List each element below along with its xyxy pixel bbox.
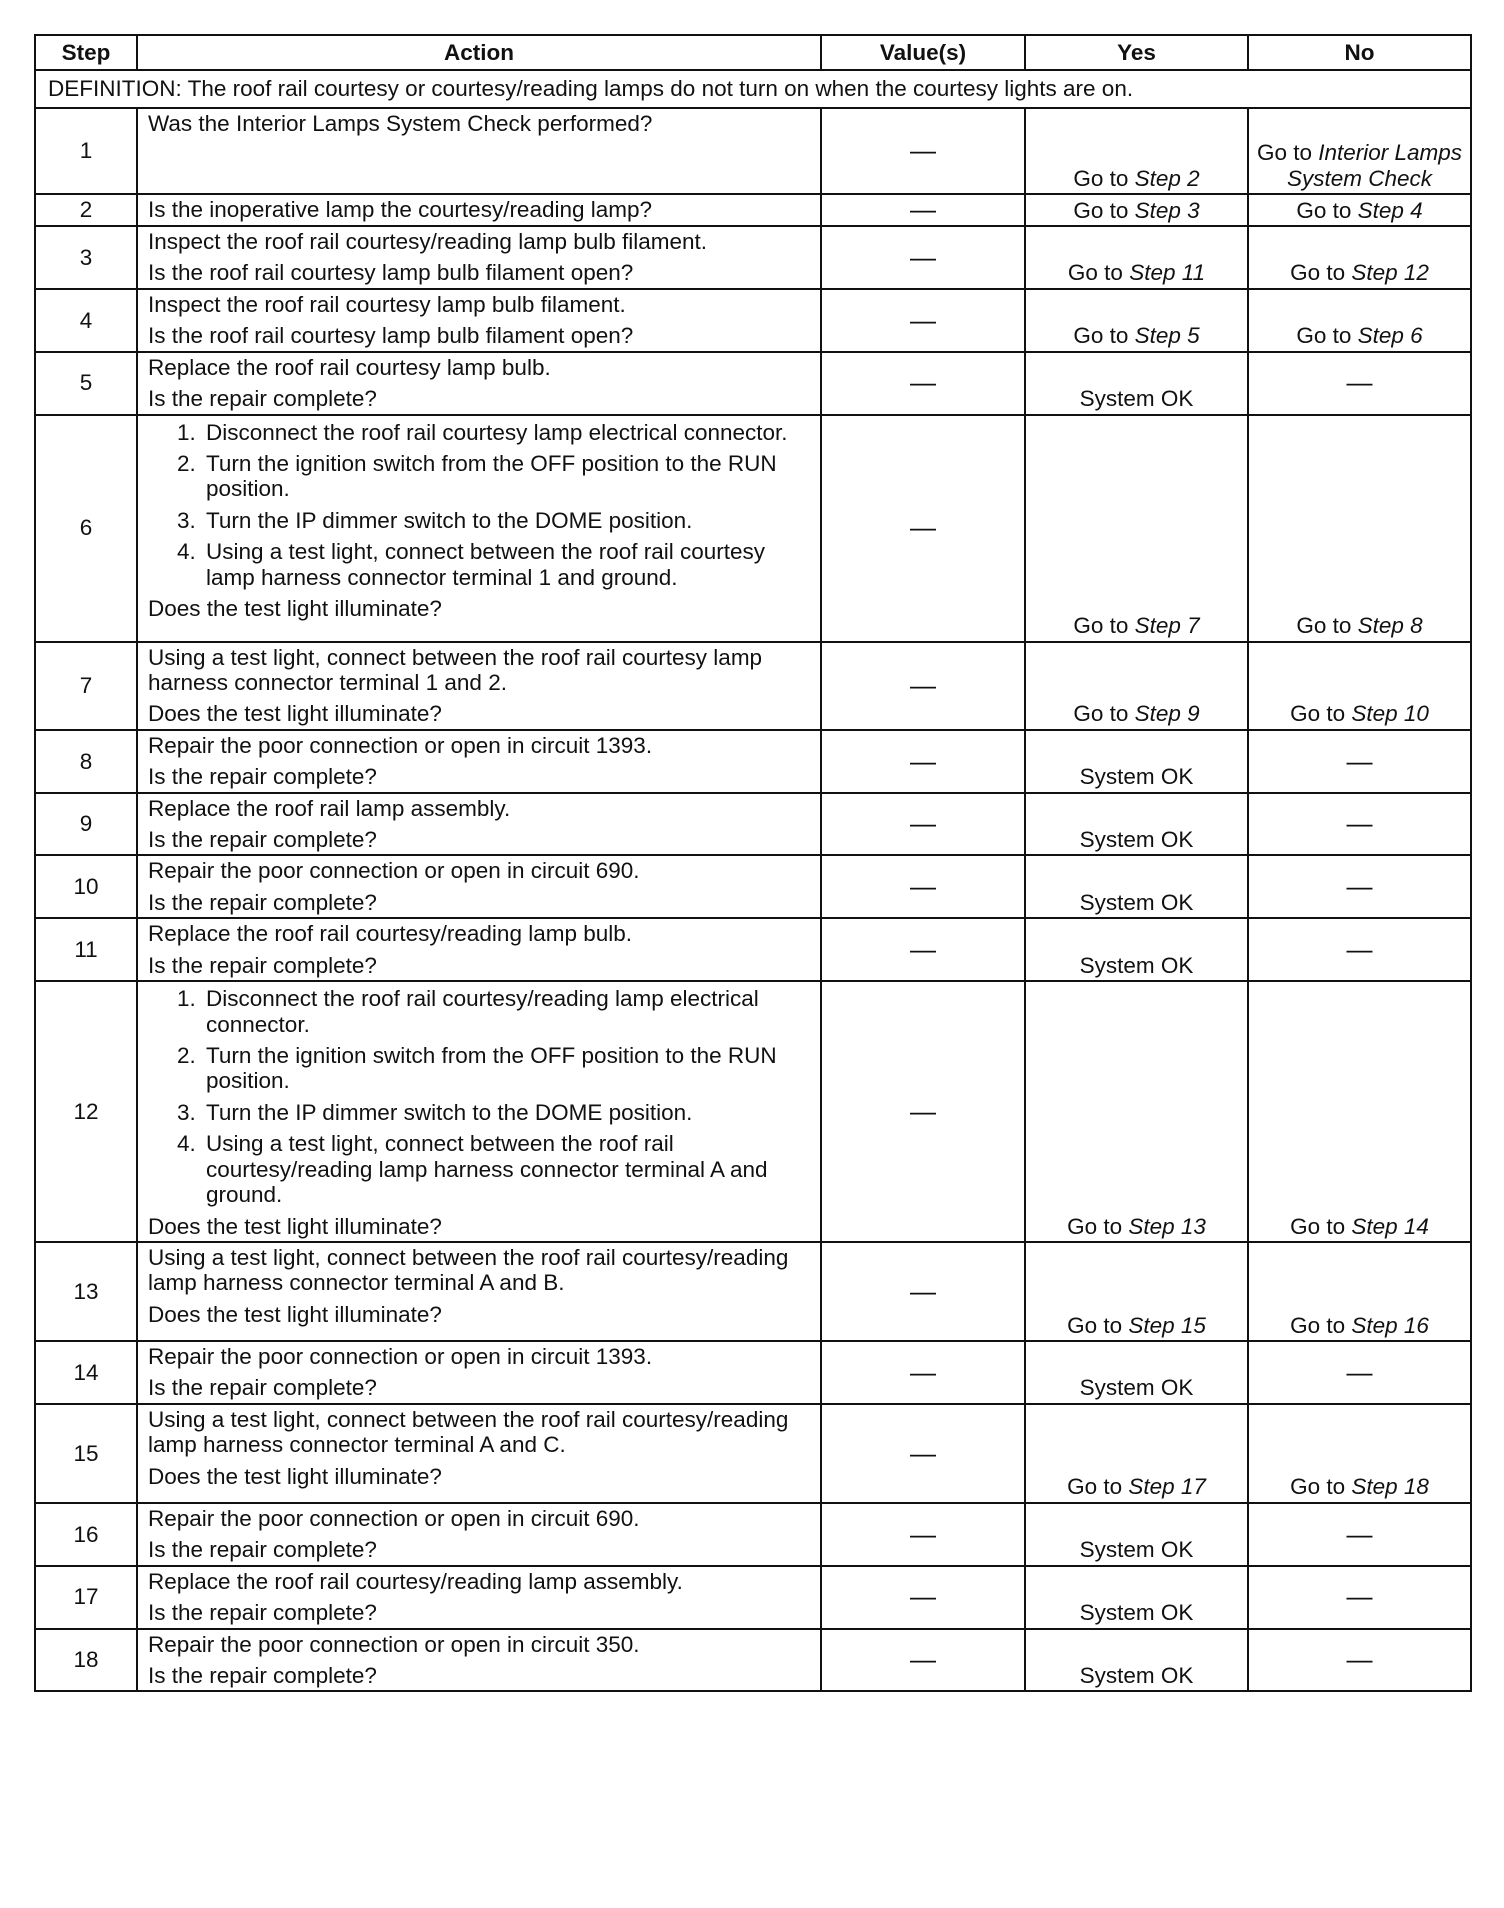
action-instruction: Using a test light, connect between the roof rail courtesy lamp harness connector terminal 1 and 2. bbox=[148, 644, 763, 695]
action-question: Is the repair complete? bbox=[148, 386, 377, 412]
value-cell: — bbox=[821, 108, 1025, 194]
action-question: Is the repair complete? bbox=[148, 1662, 377, 1688]
action-instruction: Using a test light, connect between the roof rail courtesy/reading lamp harness connector terminal A and C. bbox=[148, 1406, 789, 1458]
table-row bbox=[35, 289, 1471, 352]
action-steps-list bbox=[148, 986, 814, 1207]
yes-cell bbox=[1025, 918, 1248, 981]
value-cell: — bbox=[821, 352, 1025, 415]
value-cell: — bbox=[821, 642, 1025, 730]
outcome-prefix: Go to bbox=[1290, 1312, 1352, 1338]
action-question: Is the repair complete? bbox=[148, 952, 377, 978]
no-cell bbox=[1248, 1629, 1471, 1692]
value-cell: — bbox=[821, 1566, 1025, 1629]
action-question: Does the test light illuminate? bbox=[148, 1213, 442, 1239]
action-instruction: Using a test light, connect between the roof rail courtesy/reading lamp harness connector terminal A and B. bbox=[148, 1244, 789, 1296]
action-instruction: Replace the roof rail courtesy lamp bulb. bbox=[148, 354, 551, 380]
header-no: No bbox=[1248, 35, 1471, 70]
outcome-step-ref: Step 6 bbox=[1357, 323, 1423, 349]
yes-cell bbox=[1025, 855, 1248, 918]
outcome-step-ref: Step 11 bbox=[1129, 260, 1206, 286]
outcome-text: — bbox=[1346, 808, 1373, 839]
table-row bbox=[35, 918, 1471, 981]
yes-cell bbox=[1025, 415, 1248, 642]
action-instruction: Replace the roof rail lamp assembly. bbox=[148, 795, 511, 821]
yes-cell bbox=[1025, 1404, 1248, 1503]
outcome-step-ref: Interior Lamps System Check bbox=[1286, 140, 1463, 191]
action-cell bbox=[137, 855, 821, 918]
action-steps-list bbox=[148, 420, 814, 591]
step-number: 12 bbox=[35, 981, 137, 1242]
no-cell bbox=[1248, 415, 1471, 642]
outcome-prefix: Go to bbox=[1256, 140, 1319, 166]
action-cell bbox=[137, 1629, 821, 1692]
step-number: 16 bbox=[35, 1503, 137, 1566]
outcome-text: — bbox=[1346, 1356, 1373, 1387]
action-step-item: 1. Disconnect the roof rail courtesy lamp electrical connector. bbox=[202, 420, 814, 445]
outcome-prefix: Go to bbox=[1073, 165, 1135, 191]
yes-cell bbox=[1025, 642, 1248, 730]
action-instruction: Repair the poor connection or open in circuit 1393. bbox=[148, 732, 653, 758]
yes-cell bbox=[1025, 1629, 1248, 1692]
definition-row bbox=[35, 70, 1471, 108]
no-cell bbox=[1248, 194, 1471, 226]
step-number: 5 bbox=[35, 352, 137, 415]
outcome-step-ref: Step 2 bbox=[1134, 165, 1200, 191]
yes-cell bbox=[1025, 1566, 1248, 1629]
action-question: Is the repair complete? bbox=[148, 827, 377, 853]
outcome-prefix: Go to bbox=[1073, 701, 1135, 727]
step-number: 7 bbox=[35, 642, 137, 730]
table-row bbox=[35, 1341, 1471, 1404]
outcome-step-ref: Step 16 bbox=[1351, 1312, 1429, 1338]
yes-cell bbox=[1025, 793, 1248, 856]
step-number: 3 bbox=[35, 226, 137, 289]
outcome-step-ref: Step 14 bbox=[1351, 1213, 1429, 1239]
no-cell bbox=[1248, 352, 1471, 415]
step-number: 14 bbox=[35, 1341, 137, 1404]
action-question: Is the roof rail courtesy lamp bulb filament open? bbox=[148, 260, 634, 286]
value-cell: — bbox=[821, 194, 1025, 226]
header-values: Value(s) bbox=[821, 35, 1025, 70]
action-instruction: Inspect the roof rail courtesy/reading lamp bulb filament. bbox=[148, 229, 708, 254]
table-row bbox=[35, 730, 1471, 793]
table-row bbox=[35, 855, 1471, 918]
action-cell bbox=[137, 730, 821, 793]
outcome-prefix: Go to bbox=[1067, 1213, 1129, 1239]
yes-cell bbox=[1025, 1242, 1248, 1341]
yes-cell bbox=[1025, 1503, 1248, 1566]
outcome-prefix: Go to bbox=[1067, 260, 1130, 286]
header-action: Action bbox=[137, 35, 821, 70]
action-cell bbox=[137, 108, 821, 194]
no-cell bbox=[1248, 918, 1471, 981]
header-step: Step bbox=[35, 35, 137, 70]
action-cell bbox=[137, 918, 821, 981]
yes-cell bbox=[1025, 194, 1248, 226]
action-question: Does the test light illuminate? bbox=[148, 596, 442, 622]
yes-cell bbox=[1025, 730, 1248, 793]
step-number: 8 bbox=[35, 730, 137, 793]
action-cell bbox=[137, 289, 821, 352]
value-cell: — bbox=[821, 918, 1025, 981]
outcome-prefix: Go to bbox=[1073, 613, 1135, 639]
outcome-text: — bbox=[1346, 1644, 1373, 1675]
step-number: 13 bbox=[35, 1242, 137, 1341]
table-row bbox=[35, 1503, 1471, 1566]
action-question: Does the test light illuminate? bbox=[148, 1301, 442, 1327]
step-number: 17 bbox=[35, 1566, 137, 1629]
outcome-step-ref: Step 8 bbox=[1357, 613, 1423, 639]
action-instruction: Inspect the roof rail courtesy lamp bulb filament. bbox=[148, 291, 626, 317]
outcome-text: System OK bbox=[1079, 827, 1194, 853]
no-cell bbox=[1248, 1566, 1471, 1629]
value-cell: — bbox=[821, 226, 1025, 289]
action-cell bbox=[137, 415, 821, 642]
outcome-step-ref: Step 17 bbox=[1128, 1474, 1206, 1500]
action-step-item: 4. Using a test light, connect between the roof rail courtesy/reading lamp harness connector terminal A and ground. bbox=[202, 1131, 814, 1207]
table-row bbox=[35, 352, 1471, 415]
table-row bbox=[35, 108, 1471, 194]
action-question: Is the roof rail courtesy lamp bulb filament open? bbox=[148, 323, 634, 349]
action-step-item: 3. Turn the IP dimmer switch to the DOME position. bbox=[202, 508, 814, 533]
outcome-text: — bbox=[1346, 871, 1373, 902]
outcome-prefix: Go to bbox=[1290, 260, 1352, 286]
outcome-step-ref: Step 3 bbox=[1134, 197, 1200, 223]
table-row bbox=[35, 194, 1471, 226]
table-row bbox=[35, 793, 1471, 856]
value-cell: — bbox=[821, 855, 1025, 918]
outcome-step-ref: Step 18 bbox=[1351, 1474, 1429, 1500]
value-cell: — bbox=[821, 1503, 1025, 1566]
outcome-text: System OK bbox=[1079, 764, 1194, 790]
header-row bbox=[35, 35, 1471, 70]
action-instruction: Repair the poor connection or open in circuit 690. bbox=[148, 1505, 640, 1531]
no-cell bbox=[1248, 793, 1471, 856]
outcome-prefix: Go to bbox=[1296, 613, 1358, 639]
action-question: Does the test light illuminate? bbox=[148, 701, 442, 727]
action-question: Is the repair complete? bbox=[148, 889, 377, 915]
outcome-prefix: Go to bbox=[1296, 323, 1358, 349]
step-number: 2 bbox=[35, 194, 137, 226]
no-cell bbox=[1248, 855, 1471, 918]
action-instruction: Repair the poor connection or open in circuit 690. bbox=[148, 858, 640, 884]
no-cell bbox=[1248, 1341, 1471, 1404]
outcome-prefix: Go to bbox=[1296, 197, 1358, 223]
outcome-text: System OK bbox=[1079, 889, 1194, 915]
value-cell: — bbox=[821, 981, 1025, 1242]
outcome-text: — bbox=[1346, 934, 1373, 965]
yes-cell bbox=[1025, 1341, 1248, 1404]
outcome-prefix: Go to bbox=[1073, 197, 1135, 223]
outcome-prefix: Go to bbox=[1290, 1474, 1352, 1500]
outcome-text: — bbox=[1346, 367, 1373, 398]
outcome-step-ref: Step 12 bbox=[1351, 260, 1429, 286]
outcome-prefix: Go to bbox=[1067, 1474, 1129, 1500]
header-yes: Yes bbox=[1025, 35, 1248, 70]
outcome-text: — bbox=[1346, 745, 1373, 776]
outcome-step-ref: Step 4 bbox=[1357, 197, 1423, 223]
value-cell: — bbox=[821, 1404, 1025, 1503]
step-number: 6 bbox=[35, 415, 137, 642]
action-cell bbox=[137, 793, 821, 856]
outcome-text: System OK bbox=[1079, 1600, 1194, 1626]
table-body bbox=[35, 70, 1471, 1691]
value-cell: — bbox=[821, 1341, 1025, 1404]
outcome-text: System OK bbox=[1079, 1537, 1194, 1563]
no-cell bbox=[1248, 226, 1471, 289]
table-row bbox=[35, 1566, 1471, 1629]
table-row bbox=[35, 226, 1471, 289]
action-question: Is the repair complete? bbox=[148, 764, 377, 790]
action-cell bbox=[137, 981, 821, 1242]
action-step-item: 2. Turn the ignition switch from the OFF position to the RUN position. bbox=[202, 1043, 814, 1094]
outcome-text: — bbox=[1346, 1518, 1373, 1549]
value-cell: — bbox=[821, 793, 1025, 856]
yes-cell bbox=[1025, 352, 1248, 415]
value-cell: — bbox=[821, 1629, 1025, 1692]
action-cell bbox=[137, 1503, 821, 1566]
action-question: Is the repair complete? bbox=[148, 1537, 377, 1563]
outcome-step-ref: Step 15 bbox=[1128, 1312, 1206, 1338]
outcome-text: System OK bbox=[1079, 1375, 1194, 1401]
outcome-prefix: Go to bbox=[1073, 323, 1135, 349]
step-number: 11 bbox=[35, 918, 137, 981]
outcome-step-ref: Step 10 bbox=[1351, 701, 1429, 727]
action-question: Is the repair complete? bbox=[148, 1375, 377, 1401]
action-question: Is the repair complete? bbox=[148, 1600, 377, 1626]
diagnostic-table-page bbox=[34, 34, 1470, 1692]
no-cell bbox=[1248, 981, 1471, 1242]
action-step-item: 1. Disconnect the roof rail courtesy/reading lamp electrical connector. bbox=[202, 986, 814, 1037]
action-cell bbox=[137, 352, 821, 415]
no-cell bbox=[1248, 1242, 1471, 1341]
outcome-text: System OK bbox=[1079, 1662, 1194, 1688]
outcome-prefix: Go to bbox=[1290, 701, 1352, 727]
action-cell bbox=[137, 642, 821, 730]
action-instruction: Was the Interior Lamps System Check performed? bbox=[148, 111, 653, 136]
no-cell bbox=[1248, 730, 1471, 793]
outcome-step-ref: Step 9 bbox=[1134, 701, 1200, 727]
yes-cell bbox=[1025, 981, 1248, 1242]
table-row bbox=[35, 1242, 1471, 1341]
yes-cell bbox=[1025, 108, 1248, 194]
outcome-step-ref: Step 5 bbox=[1134, 323, 1200, 349]
value-cell: — bbox=[821, 289, 1025, 352]
outcome-step-ref: Step 7 bbox=[1134, 613, 1200, 639]
action-cell bbox=[137, 1404, 821, 1503]
action-cell bbox=[137, 1566, 821, 1629]
step-number: 18 bbox=[35, 1629, 137, 1692]
table-row bbox=[35, 1629, 1471, 1692]
step-number: 4 bbox=[35, 289, 137, 352]
no-cell bbox=[1248, 642, 1471, 730]
diagnostic-table bbox=[34, 34, 1472, 1692]
outcome-text: System OK bbox=[1079, 952, 1194, 978]
outcome-step-ref: Step 13 bbox=[1128, 1213, 1206, 1239]
yes-cell bbox=[1025, 226, 1248, 289]
value-cell: — bbox=[821, 415, 1025, 642]
outcome-prefix: Go to bbox=[1290, 1213, 1352, 1239]
action-instruction: Replace the roof rail courtesy/reading lamp bulb. bbox=[148, 921, 633, 947]
step-number: 9 bbox=[35, 793, 137, 856]
no-cell bbox=[1248, 289, 1471, 352]
action-step-item: 4. Using a test light, connect between the roof rail courtesy lamp harness connector terminal 1 and ground. bbox=[202, 539, 814, 590]
action-instruction: Repair the poor connection or open in circuit 350. bbox=[148, 1631, 640, 1657]
action-step-item: 2. Turn the ignition switch from the OFF position to the RUN position. bbox=[202, 451, 814, 502]
action-step-item: 3. Turn the IP dimmer switch to the DOME position. bbox=[202, 1100, 814, 1125]
step-number: 10 bbox=[35, 855, 137, 918]
table-row bbox=[35, 981, 1471, 1242]
action-cell bbox=[137, 1341, 821, 1404]
no-cell bbox=[1248, 1404, 1471, 1503]
table-row bbox=[35, 642, 1471, 730]
action-instruction: Replace the roof rail courtesy/reading lamp assembly. bbox=[148, 1568, 683, 1594]
value-cell: — bbox=[821, 1242, 1025, 1341]
value-cell: — bbox=[821, 730, 1025, 793]
step-number: 1 bbox=[35, 108, 137, 194]
action-question: Does the test light illuminate? bbox=[148, 1463, 442, 1489]
action-instruction: Is the inoperative lamp the courtesy/reading lamp? bbox=[148, 197, 653, 222]
table-row bbox=[35, 1404, 1471, 1503]
definition-text: DEFINITION: The roof rail courtesy or courtesy/reading lamps do not turn on when the courtesy lights are on. bbox=[35, 70, 1471, 108]
no-cell bbox=[1248, 108, 1471, 194]
action-cell bbox=[137, 1242, 821, 1341]
table-row bbox=[35, 415, 1471, 642]
no-cell bbox=[1248, 1503, 1471, 1566]
action-cell bbox=[137, 194, 821, 226]
yes-cell bbox=[1025, 289, 1248, 352]
action-cell bbox=[137, 226, 821, 289]
outcome-text: — bbox=[1346, 1581, 1373, 1612]
step-number: 15 bbox=[35, 1404, 137, 1503]
outcome-prefix: Go to bbox=[1067, 1312, 1129, 1338]
action-instruction: Repair the poor connection or open in circuit 1393. bbox=[148, 1343, 653, 1369]
outcome-text: System OK bbox=[1079, 386, 1194, 412]
